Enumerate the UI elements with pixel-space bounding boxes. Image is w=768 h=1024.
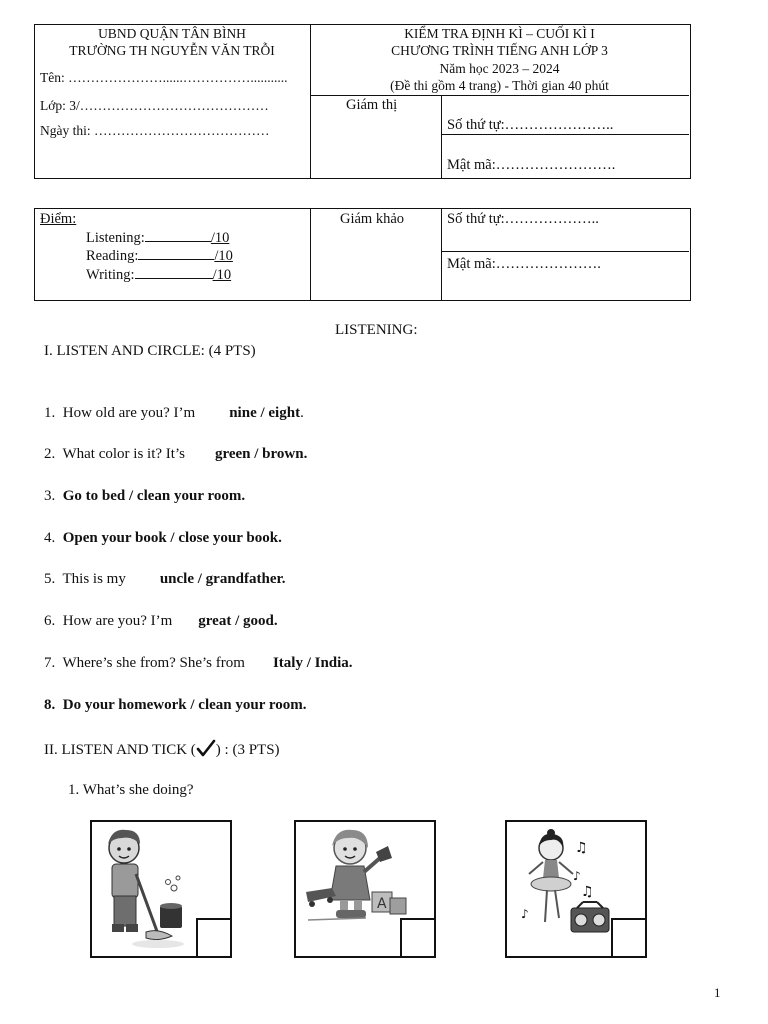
score-row-line [441,251,689,252]
section-title: LISTENING: [335,322,418,338]
listening-score [86,230,229,247]
score-divider [310,208,311,300]
check-mark-icon [196,739,216,762]
list-item: 8. Do your homework / clean your room. [44,697,307,713]
proctor-label: Giám thị [346,97,398,113]
school-name: TRƯỜNG TH NGUYỄN VĂN TRỖI [69,43,275,58]
program-title: CHƯƠNG TRÌNH TIẾNG ANH LỚP 3 [391,43,608,58]
name-field: Tên: …………………......……………........... [40,70,288,85]
score-serial-field: Số thứ tự:……………….. [447,211,599,227]
reading-label: Reading: [86,248,139,264]
part2-title: II. LISTEN AND TICK ( ) : (3 PTS) [44,739,280,762]
header-divider-2 [441,95,442,178]
secret-code-field: Mật mã:……………………. [447,157,616,173]
score-secret-field: Mật mã:…………………. [447,256,601,272]
svg-text:♪: ♪ [521,907,529,921]
reading-score [86,248,233,265]
score-divider-2 [441,208,442,300]
exam-note: (Đề thi gồm 4 trang) - Thời gian 40 phút [390,78,609,93]
list-item: 3. Go to bed / clean your room. [44,488,246,504]
listening-max: /10 [210,230,230,246]
list-item: 1. How old are you? I’m nine / eight. [44,405,304,421]
exam-title: KIỂM TRA ĐỊNH KÌ – CUỐI KÌ I [404,26,595,41]
reading-blank [138,259,214,260]
writing-label: Writing: [86,267,135,283]
header-row-line [310,95,689,96]
writing-score [86,267,231,284]
reading-max: /10 [214,248,233,264]
class-field: Lớp: 3/…………………………………… [40,98,269,113]
listening-blank [145,241,211,242]
part2-question: 1. What’s she doing? [68,782,194,798]
tick-box-2[interactable] [400,918,436,958]
date-field: Ngày thi: ………………………………… [40,123,270,138]
serial-number-field: Số thứ tự:………………….. [447,117,614,133]
list-item: 2. What color is it? It’s green / brown. [44,446,308,462]
svg-text:♫: ♫ [581,884,594,900]
tick-box-3[interactable] [611,918,647,958]
header-row-line-2 [441,134,689,135]
part1-title: I. LISTEN AND CIRCLE: (4 PTS) [44,343,256,359]
school-year: Năm học 2023 – 2024 [439,61,560,76]
svg-text:♪: ♪ [573,869,581,883]
tick-box-1[interactable] [196,918,232,958]
svg-text:A: A [377,896,387,912]
picture-girl-dancing [505,820,647,958]
writing-max: /10 [212,267,232,283]
score-label: Điểm: [40,211,77,227]
listening-label: Listening: [86,230,145,246]
picture-boy-mopping [90,820,232,958]
list-item: 5. This is my uncle / grandfather. [44,571,286,587]
list-item: 4. Open your book / close your book. [44,530,282,546]
list-item: 7. Where’s she from? She’s from Italy / India. [44,655,353,671]
district-name: UBND QUẬN TÂN BÌNH [98,26,246,41]
list-item: 6. How are you? I’m great / good. [44,613,278,629]
examiner-label: Giám khảo [340,211,405,227]
picture-girl-toys [294,820,436,958]
page-number: 1 [714,985,721,1000]
svg-text:♫: ♫ [575,840,588,856]
writing-blank [135,278,213,279]
